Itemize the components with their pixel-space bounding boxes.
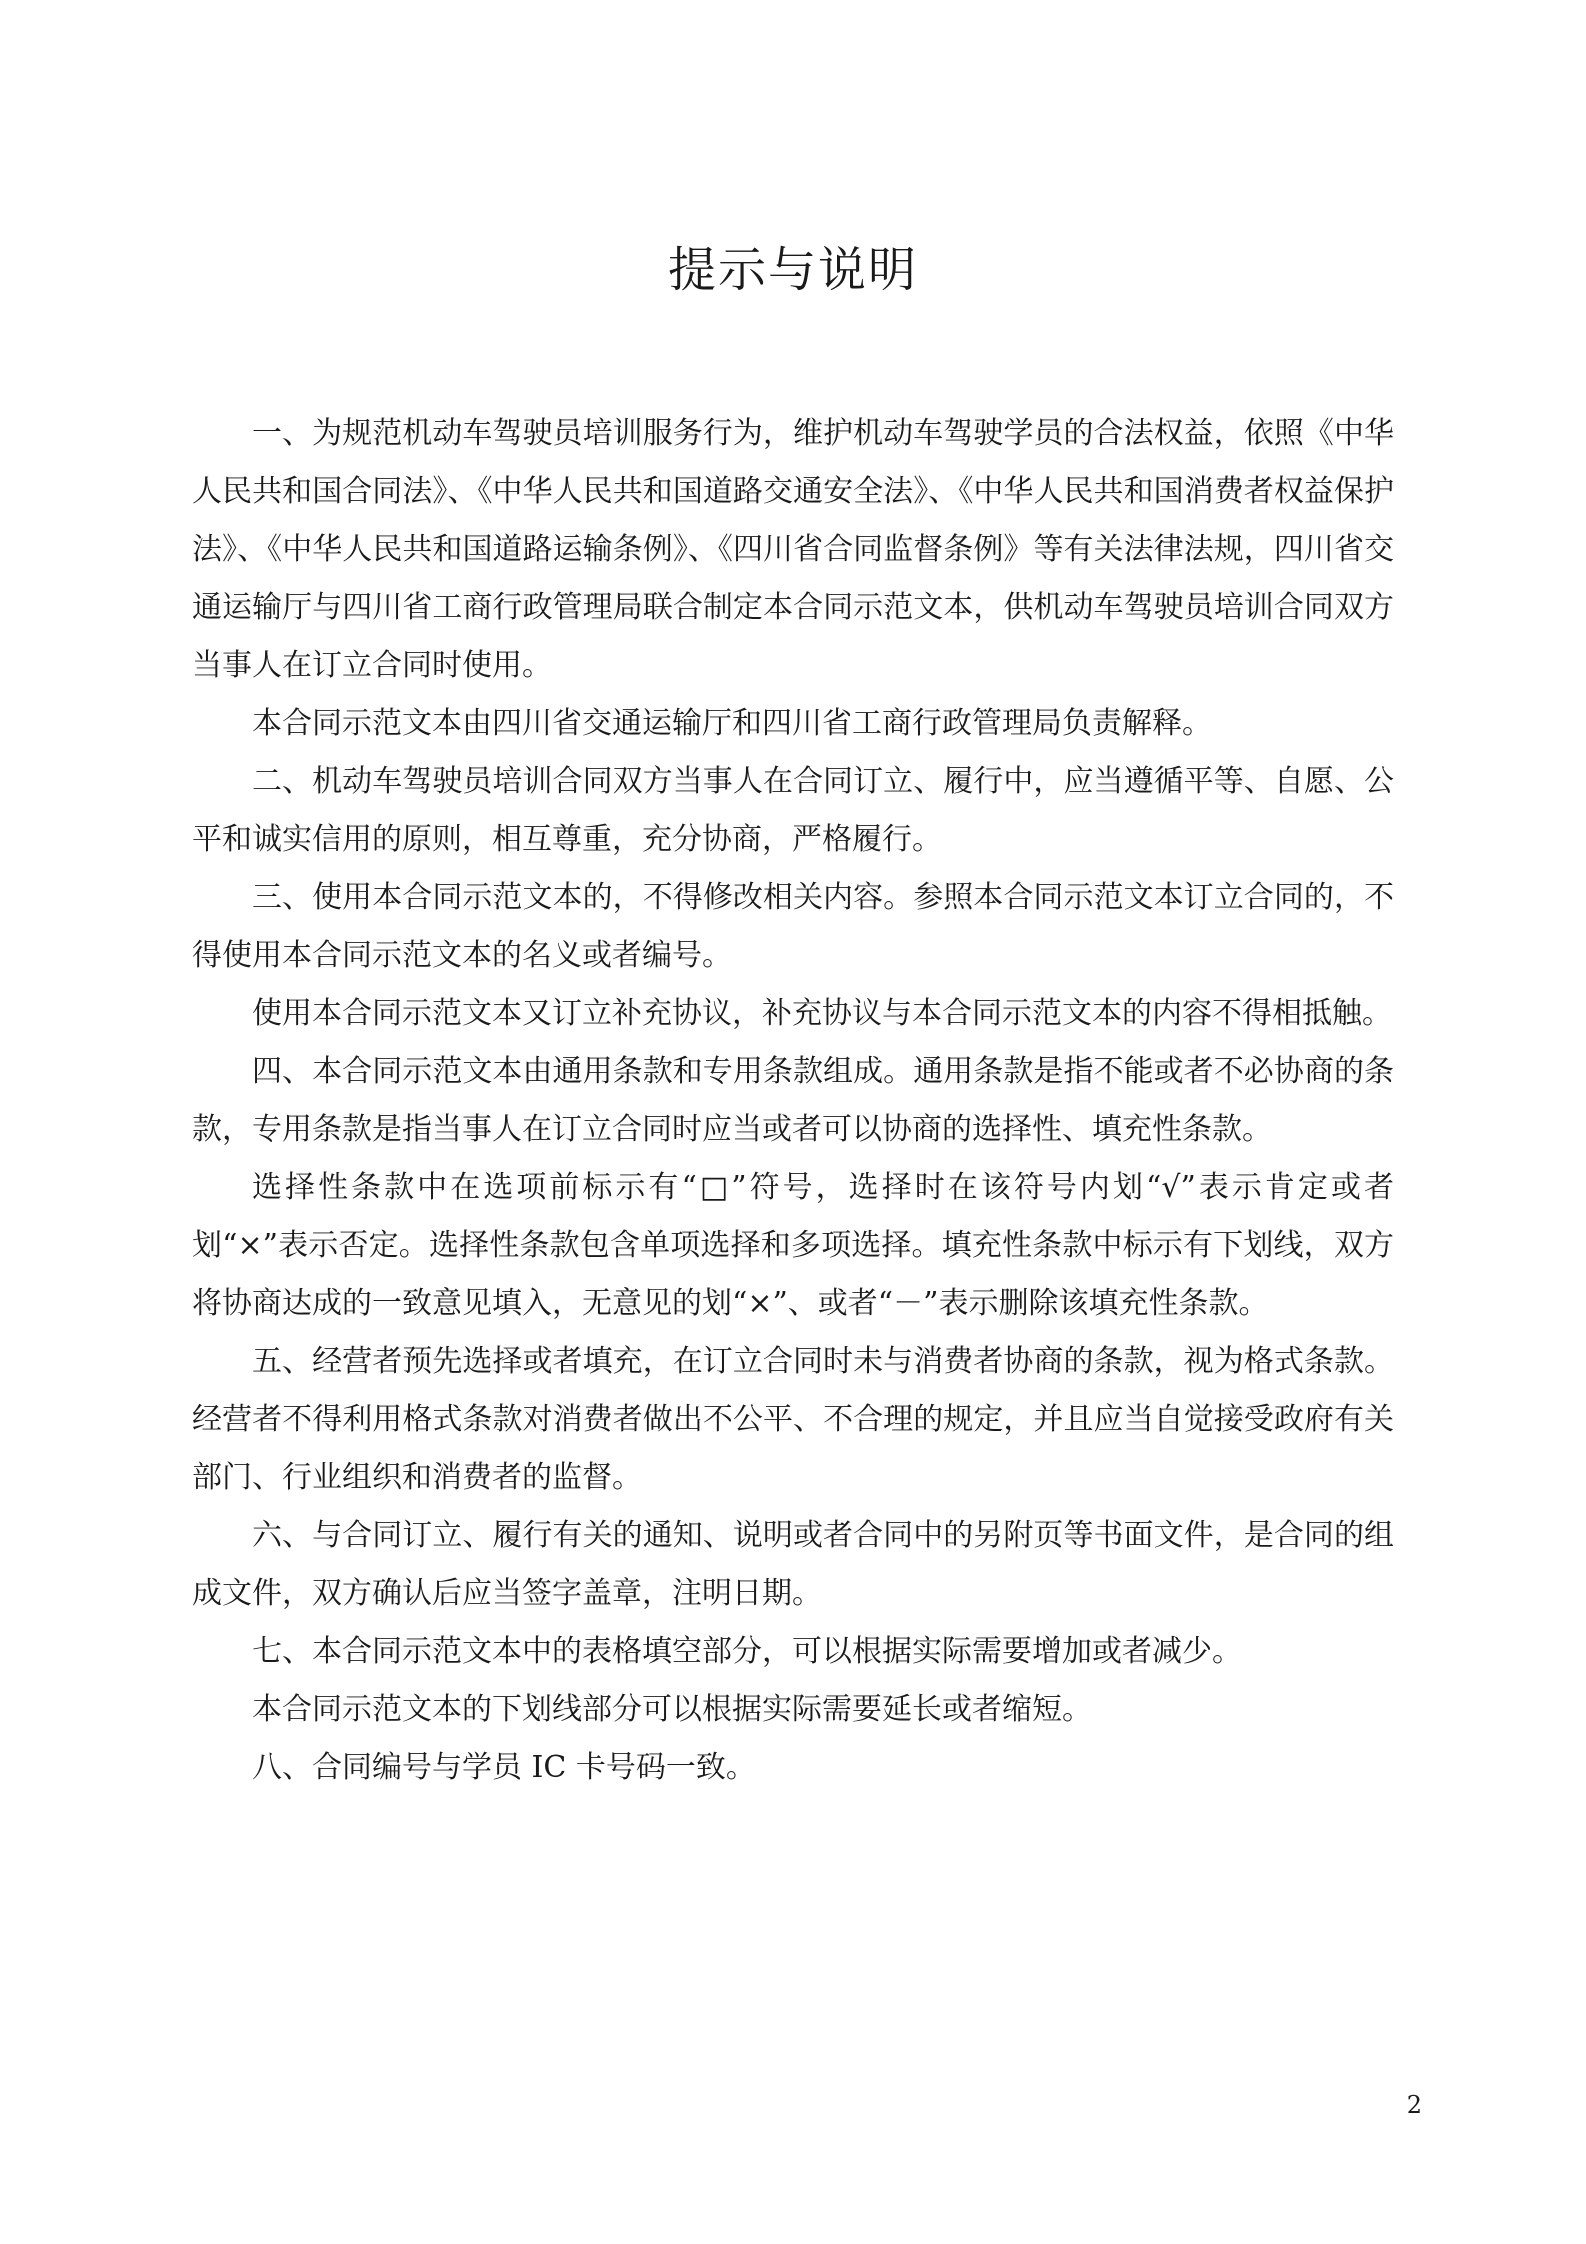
paragraph-1: 一、为规范机动车驾驶员培训服务行为，维护机动车驾驶学员的合法权益，依照《中华人民共和国合同法》、《中华人民共和国道路交通安全法》、《中华人民共和国消费者权益保护法》、《中华人民共和国道路运输条例》、《四川省合同监督条例》等有关法律法规，四川省交通运输厅与四川省工商行政管理局联合制定本合同示范文本，供机动车驾驶员培训合同双方当事人在订立合同时使用。 xyxy=(192,416,1394,683)
paragraph-5: 使用本合同示范文本又订立补充协议，补充协议与本合同示范文本的内容不得相抵触。 xyxy=(252,996,1392,1031)
page-number: 2 xyxy=(1406,2091,1422,2119)
paragraph-10: 七、本合同示范文本中的表格填空部分，可以根据实际需要增加或者减少。 xyxy=(252,1634,1242,1669)
paragraph-6: 四、本合同示范文本由通用条款和专用条款组成。通用条款是指不能或者不必协商的条款，专用条款是指当事人在订立合同时应当或者可以协商的选择性、填充性条款。 xyxy=(192,1054,1394,1147)
paragraph-4: 三、使用本合同示范文本的，不得修改相关内容。参照本合同示范文本订立合同的，不得使用本合同示范文本的名义或者编号。 xyxy=(192,880,1394,973)
paragraph-11: 本合同示范文本的下划线部分可以根据实际需要延长或者缩短。 xyxy=(252,1692,1092,1727)
paragraph-3: 二、机动车驾驶员培训合同双方当事人在合同订立、履行中，应当遵循平等、自愿、公平和诚实信用的原则，相互尊重，充分协商，严格履行。 xyxy=(192,764,1394,857)
paragraph-2: 本合同示范文本由四川省交通运输厅和四川省工商行政管理局负责解释。 xyxy=(252,706,1212,741)
paragraph-8: 五、经营者预先选择或者填充，在订立合同时未与消费者协商的条款，视为格式条款。经营者不得利用格式条款对消费者做出不公平、不合理的规定，并且应当自觉接受政府有关部门、行业组织和消费者的监督。 xyxy=(192,1344,1394,1495)
paragraph-12: 八、合同编号与学员 IC 卡号码一致。 xyxy=(252,1750,756,1785)
document-body xyxy=(192,405,1394,1797)
paragraph-7: 选择性条款中在选项前标示有“□”符号，选择时在该符号内划“√”表示肯定或者划“×”表示否定。选择性条款包含单项选择和多项选择。填充性条款中标示有下划线，双方将协商达成的一致意见填入，无意见的划“×”、或者“－”表示删除该填充性条款。 xyxy=(192,1170,1394,1321)
page-title: 提示与说明 xyxy=(667,242,918,298)
paragraph-9: 六、与合同订立、履行有关的通知、说明或者合同中的另附页等书面文件，是合同的组成文件，双方确认后应当签字盖章，注明日期。 xyxy=(192,1518,1394,1611)
